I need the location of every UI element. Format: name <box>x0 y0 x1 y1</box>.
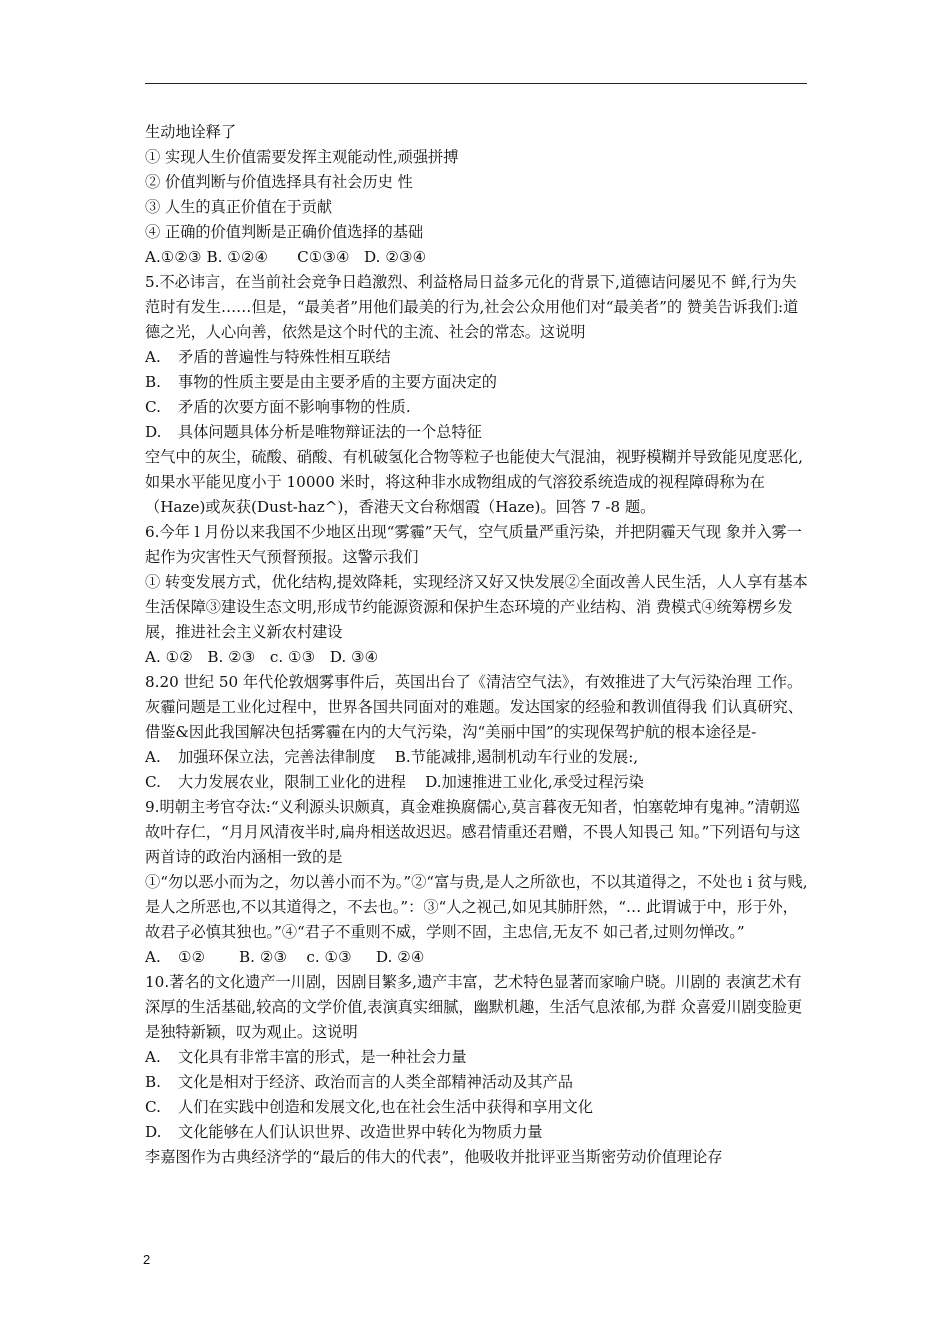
question-6: 6.今年 l 月份以来我国不少地区出现“雾霾”天气，空气质量严重污染，并把阴霾天气现 象并入雾一起作为灾害性天气预督预报。这警示我们 <box>145 523 802 566</box>
statement-3: ③ 人生的真正价值在于贡献 <box>145 198 333 216</box>
statement-2: ② 价值判断与价值选择具有社会历史 性 <box>145 173 413 191</box>
statement-4: ④ 正确的价值判断是正确价值选择的基础 <box>145 223 424 241</box>
option-a: A. 矛盾的普遍性与特殊性相互联结 <box>145 348 391 366</box>
option-c: C. 矛盾的次要方面不影响事物的性质. <box>145 398 411 416</box>
option-c: C. 人们在实践中创造和发展文化,也在社会生活中获得和享用文化 <box>145 1098 593 1116</box>
answer-options: A.①②③ B. ①②④ C①③④ D. ②③④ <box>145 248 427 266</box>
question-9-options: A. ①② B. ②③ c. ①③ D. ②④ <box>145 948 425 966</box>
option-d: D. 文化能够在人们认识世界、改造世界中转化为物质力量 <box>145 1123 543 1141</box>
statement-1: ① 实现人生价值需要发挥主观能动性,顽强拼搏 <box>145 148 459 166</box>
header-rule <box>145 83 807 84</box>
question-9: 9.明朝主考官夺汰:“义利源头识颇真，真金难换腐儒心,莫言暮夜无知者，怕塞乾坤有鬼神。”清朝巡故叶存仁，“月月风清夜半时,扁舟相送故迟迟。感君情重还君赠，不畏人知畏己 知。”下列语句与这两首诗的政治内涵相一致的是 <box>145 798 801 866</box>
question-9-statements: ①“勿以恶小而为之，勿以善小而不为。”②“富与贵,是人之所欲也，不以其道得之，不处也 i 贫与贱,是人之所恶也,不以其道得之，不去也。”：③“人之视己,如见其肺肝然，“… 此谓诚于中，形于外，故君子必慎其独也。”④“君子不重则不威，学则不固，主忠信,无友不 如己者,过则勿惮改。” <box>145 873 808 941</box>
haze-passage: 空气中的灰尘，硫酸、硝酸、有机破氢化合物等粒子也能使大气混油，视野模糊并导致能见度恶化,如果水平能见度小于 10000 米时，将这种非水成物组成的气溶狡系统造成的视程障碍称为在（Haze)或灰获(Dust-haz^)，香港天文台称烟霞（Haze)。回答 7 -8 题。 <box>145 448 803 516</box>
option-d: D. 具体问题具体分析是唯物辩证法的一个总特征 <box>145 423 482 441</box>
question-8: 8.20 世纪 50 年代伦敦烟雾事件后，英国出台了《清洁空气法》，有效推进了大气污染治理 工作。灰霾问题是工业化过程中，世界各国共同面对的难题。发达国家的经验和教训值得我 们认真研究、借鉴&因此我国解决包括雾霾在内的大气污染，沟“美丽中国”的实现保驾护航的根本途径是- <box>145 673 803 741</box>
question-6-statements: ① 转变发展方式，优化结构,提效降耗，实现经济又好又快发展②全面改善人民生活，人人享有基本生活保障③建设生态文明,形成节约能源资源和保护生态环境的产业结构、消 费模式④统筹楞乡发展，推进社会主义新农村建设 <box>145 573 808 641</box>
page-number: 2 <box>143 1252 151 1267</box>
text-line: 生动地诠释了 <box>145 123 237 141</box>
option-b: B. 文化是相对于经济、政治而言的人类全部精神活动及其产品 <box>145 1073 573 1091</box>
question-10: 10.著名的文化遗产一川剧，因剧目繁多,遗产丰富，艺术特色显著而家喻户晓。川剧的 表演艺术有深厚的生活基础,较高的文学价值,表演真实细腻，幽默机趣，生活气息浓郁,为群 众喜爱川剧变脸更是独特新颖，叹为观止。这说明 <box>145 973 803 1041</box>
question-6-options: A. ①② B. ②③ c. ①③ D. ③④ <box>145 648 379 666</box>
option-a: A. 加强环保立法，完善法律制度 B.节能减排,遏制机动车行业的发展:, <box>145 748 639 766</box>
document-body <box>145 120 810 1170</box>
text-line: 李嘉图作为古典经济学的“最后的伟大的代表”，他吸收并批评亚当斯密劳动价值理论存 <box>145 1148 723 1166</box>
option-a: A. 文化具有非常丰富的形式，是一种社会力量 <box>145 1048 467 1066</box>
option-c: C. 大力发展农业，限制工业化的进程 D.加速推进工业化,承受过程污染 <box>145 773 644 791</box>
option-b: B. 事物的性质主要是由主要矛盾的主要方面决定的 <box>145 373 497 391</box>
question-5: 5.不必讳言，在当前社会竞争日趋激烈、利益格局日益多元化的背景下,道德诘问屡见不 鲜,行为失范时有发生……但是，“最美者”用他们最美的行为,社会公众用他们对“最美者”的 赞美告诉我们:道德之光，人心向善，依然是这个时代的主流、社会的常态。这说明 <box>145 273 799 341</box>
